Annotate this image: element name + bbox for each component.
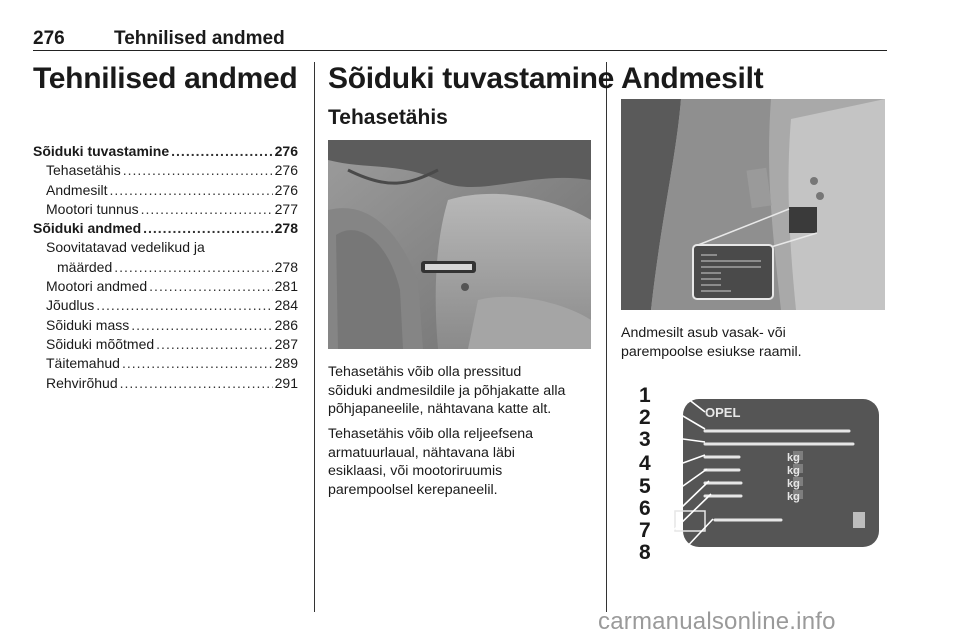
text-line: armatuurlaual, nähtavana läbi: [328, 444, 515, 461]
toc-entry-page: 277: [274, 200, 298, 217]
callout-6: 6: [639, 497, 651, 520]
toc-entry-label: Soovitatavad vedelikud ja: [46, 239, 205, 256]
toc-entry-label: Rehvirõhud: [46, 374, 118, 391]
chapter-title: Tehnilised andmed: [33, 62, 298, 95]
plate-unit: kg: [787, 478, 800, 490]
toc-entry[interactable]: [33, 142, 298, 161]
toc-leader-dots: [120, 374, 273, 393]
toc-entry-label: määrded: [57, 258, 113, 275]
vin-location-paragraph-2: [328, 425, 533, 499]
toc-entry-page: 287: [274, 335, 298, 352]
header-divider: [33, 50, 887, 51]
text-line: Tehasetähis võib olla reljeefsena: [328, 426, 534, 442]
toc-entry-label: Täitemahud: [46, 355, 120, 372]
subsection-title-vin: Tehasetähis: [328, 106, 448, 129]
id-plate-location-photo: [621, 99, 885, 310]
text-line: põhjapaneelile, nähtavana katte alt.: [328, 401, 552, 417]
plate-unit: kg: [787, 465, 800, 477]
toc-entry-label: Jõudlus: [46, 297, 95, 314]
toc-entry-page: 278: [274, 220, 298, 237]
text-line: sõiduki andmesildile ja põhjakatte alla: [328, 382, 566, 399]
toc-entry-label: Sõiduki mõõtmed: [46, 335, 155, 352]
toc-entry-page: 284: [274, 297, 298, 314]
callout-5: 5: [639, 475, 651, 498]
page-number: 276: [33, 28, 65, 49]
toc-entry-label: Sõiduki andmed: [33, 220, 142, 237]
callout-4: 4: [639, 452, 651, 475]
text-line: parempoolsel kerepaneelil.: [328, 481, 498, 498]
toc-leader-dots: [96, 296, 272, 315]
toc-leader-dots: [114, 258, 272, 277]
toc-entry[interactable]: [33, 161, 298, 180]
column-divider-right: [606, 62, 607, 612]
toc-entry-page: 278: [274, 258, 298, 275]
toc-entry-label: Tehasetähis: [46, 162, 121, 179]
toc-leader-dots: [123, 161, 273, 180]
toc-entry-label: Sõiduki mass: [46, 316, 130, 333]
toc-entry-page: 281: [274, 278, 298, 295]
toc-entry-page: 276: [274, 162, 298, 179]
id-plate-diagram: [621, 369, 885, 581]
toc-entry[interactable]: [33, 296, 298, 315]
callout-3: 3: [639, 428, 651, 451]
section-title-vehicle-identification: Sõiduki tuvastamine: [328, 62, 615, 95]
callout-7: 7: [639, 519, 651, 542]
toc-leader-dots: [141, 200, 273, 219]
callout-8: 8: [639, 541, 651, 564]
toc-entry[interactable]: [33, 219, 298, 238]
toc-leader-dots: [171, 142, 272, 161]
toc-entry[interactable]: [33, 316, 298, 335]
id-plate-location-paragraph: [621, 324, 802, 361]
toc-entry-label: Mootori tunnus: [46, 200, 139, 217]
toc-entry[interactable]: [33, 200, 298, 219]
table-of-contents: [33, 142, 298, 393]
toc-leader-dots: [156, 335, 272, 354]
watermark-url: carmanualsonline.info: [598, 608, 836, 635]
toc-leader-dots: [122, 354, 273, 373]
toc-leader-dots: [109, 181, 272, 200]
text-line: Andmesilt asub vasak- või: [621, 325, 786, 341]
toc-entry[interactable]: [33, 258, 298, 277]
plate-brand: OPEL: [705, 405, 741, 420]
toc-leader-dots: [143, 219, 273, 238]
toc-entry-page: 289: [274, 355, 298, 372]
text-line: parempoolse esiukse raamil.: [621, 343, 802, 360]
vin-location-photo: [328, 140, 591, 349]
toc-entry-page: 286: [274, 316, 298, 333]
callout-1: 1: [639, 384, 651, 407]
toc-entry[interactable]: [33, 277, 298, 296]
toc-entry[interactable]: [33, 238, 298, 257]
column-divider-left: [314, 62, 315, 612]
toc-entry-page: 291: [274, 374, 298, 391]
toc-entry[interactable]: [33, 374, 298, 393]
toc-entry[interactable]: [33, 354, 298, 373]
text-line: esiklaasi, või mootoriruumis: [328, 463, 503, 479]
section-title-id-plate: Andmesilt: [621, 62, 764, 95]
toc-entry-label: Andmesilt: [46, 181, 108, 198]
running-header-title: Tehnilised andmed: [114, 28, 285, 49]
toc-leader-dots: [131, 316, 272, 335]
text-line: Tehasetähis võib olla pressitud: [328, 364, 522, 380]
callout-2: 2: [639, 406, 651, 429]
plate-unit: kg: [787, 452, 800, 464]
toc-entry-label: Sõiduki tuvastamine: [33, 143, 170, 159]
toc-entry[interactable]: [33, 181, 298, 200]
plate-unit: kg: [787, 491, 800, 503]
toc-leader-dots: [149, 277, 272, 296]
vin-location-paragraph-1: [328, 363, 565, 419]
toc-entry-page: 276: [274, 143, 298, 159]
toc-entry-page: 276: [274, 181, 298, 198]
toc-entry[interactable]: [33, 335, 298, 354]
toc-entry-label: Mootori andmed: [46, 278, 148, 295]
